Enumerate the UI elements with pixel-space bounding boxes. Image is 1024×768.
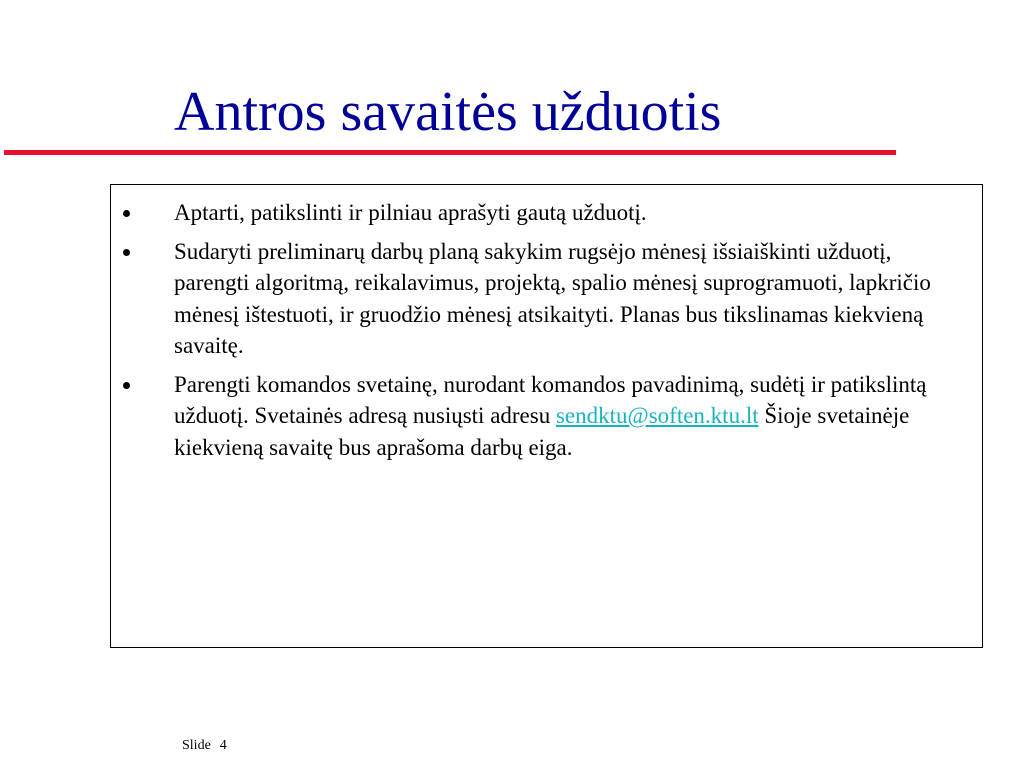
slide-title: Antros savaitės užduotis xyxy=(174,81,722,143)
bullet-item-team-website xyxy=(111,369,982,464)
slide-label: Slide xyxy=(182,738,211,753)
slide-footer xyxy=(182,738,227,754)
bullet-dot xyxy=(123,210,130,217)
content-box xyxy=(110,184,983,648)
bullet-text: Sudaryti preliminarų darbų planą sakykim rugsėjo mėnesį išsiaiškinti užduotį, parengti algoritmą, reikalavimus, projektą, spalio mėnesį suprogramuoti, lapkričio mėnesį ištestuoti, ir gruodžio mėnesį atsikaityti. Planas bus tikslinamas kiekvieną savaitę. xyxy=(174,238,931,358)
bullet-dot xyxy=(123,382,130,389)
slide-number: 4 xyxy=(219,738,227,753)
title-underline xyxy=(4,150,896,155)
bullet-list xyxy=(111,197,982,470)
bullet-text-after-link: Šioje svetainėje kiekvieną savaitę bus aprašoma darbų eiga. xyxy=(174,403,910,460)
bullet-text-before-link: Parengti komandos svetainę, nurodant komandos pavadinimą, sudėtį ir patikslintą užduotį. Svetainės adresą nusiųsti adresu xyxy=(174,371,927,428)
bullet-item-work-plan xyxy=(111,236,982,362)
bullet-item-discuss-task xyxy=(111,197,982,229)
email-link[interactable]: sendktu@soften.ktu.lt xyxy=(555,403,759,428)
bullet-dot xyxy=(123,249,130,256)
bullet-text: Aptarti, patikslinti ir pilniau aprašyti gautą užduotį. xyxy=(174,200,647,225)
